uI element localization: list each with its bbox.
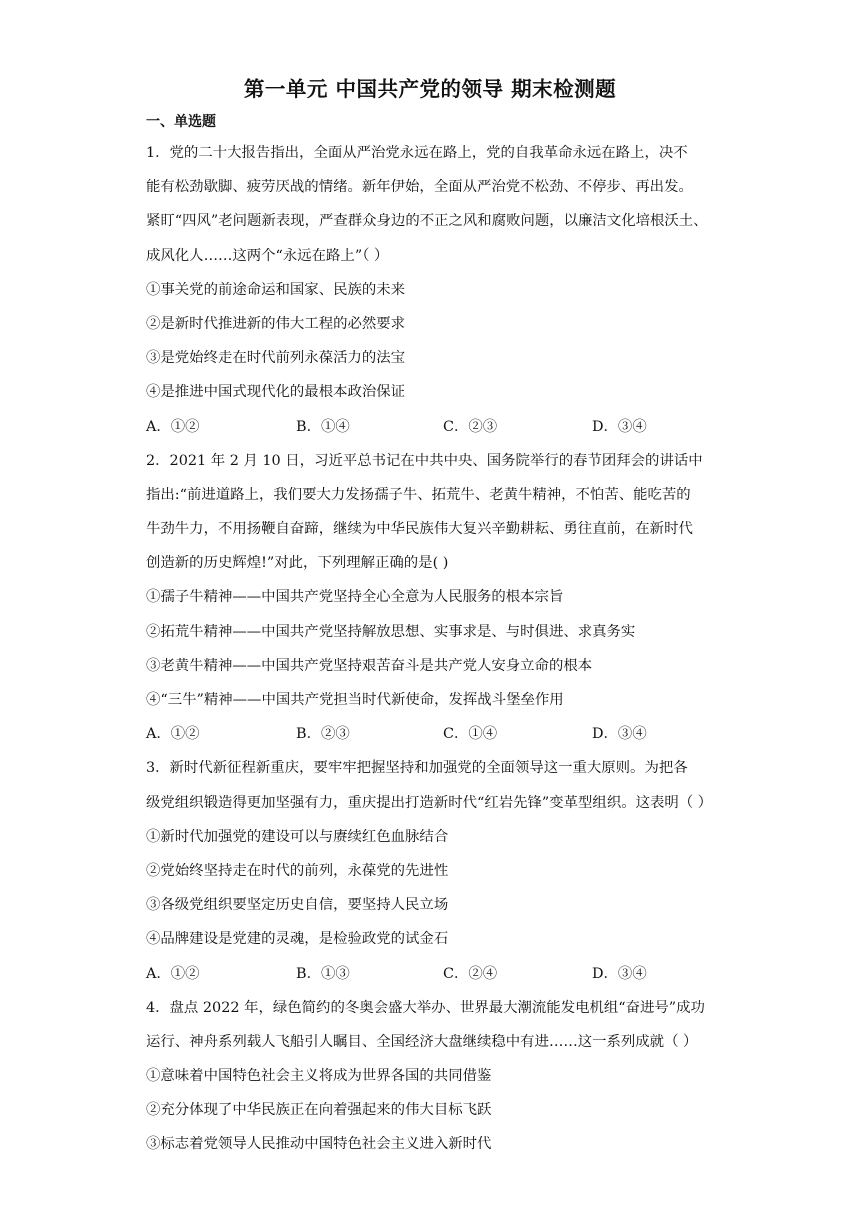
statement-item: ①事关党的前途命运和国家、民族的未来 [146, 281, 406, 298]
question-4 [146, 991, 726, 1162]
statement-item: ①孺子牛精神——中国共产党坚持全心全意为人民服务的根本宗旨 [146, 589, 564, 606]
question-stem-line: 级党组织锻造得更加坚强有力，重庆提出打造新时代“红岩先锋”变革型组织。这表明（ ） [146, 794, 713, 811]
option-a[interactable]: A．①② [146, 965, 200, 982]
question-3 [146, 751, 726, 990]
statement-item: ③老黄牛精神——中国共产党坚持艰苦奋斗是共产党人安身立命的根本 [146, 657, 593, 674]
statement-item: ②是新时代推进新的伟大工程的必然要求 [146, 315, 406, 332]
statement-item: ③是党始终走在时代前列永葆活力的法宝 [146, 350, 406, 367]
question-stem-line: 成风化人……这两个“永远在路上”（ ） [146, 247, 389, 264]
option-c[interactable]: C．②③ [443, 418, 498, 435]
statement-item: ①新时代加强党的建设可以与赓续红色血脉结合 [146, 828, 449, 845]
question-1 [146, 136, 726, 444]
answer-options [146, 957, 726, 991]
option-b[interactable]: B．①④ [296, 418, 350, 435]
option-a[interactable]: A．①② [146, 418, 200, 435]
question-stem-line: 1．党的二十大报告指出，全面从严治党永远在路上，党的自我革命永远在路上，决不 [146, 145, 688, 161]
answer-options [146, 717, 726, 751]
statement-item: ②拓荒牛精神——中国共产党坚持解放思想、实事求是、与时俱进、求真务实 [146, 623, 636, 640]
question-stem-line: 创造新的历史辉煌!”对此，下列理解正确的是( ) [146, 555, 449, 572]
question-2 [146, 444, 726, 752]
option-d[interactable]: D．③④ [592, 418, 647, 435]
option-d[interactable]: D．③④ [592, 726, 647, 743]
page-title: 第一单元 中国共产党的领导 期末检测题 [243, 77, 617, 101]
option-a[interactable]: A．①② [146, 726, 200, 743]
question-stem-line: 指出:“前进道路上，我们要大力发扬孺子牛、拓荒牛、老黄牛精神，不怕苦、能吃苦的 [146, 486, 691, 503]
statement-item: ③各级党组织要坚定历史自信，要坚持人民立场 [146, 897, 449, 914]
question-stem-line: 2．2021 年 2 月 10 日，习近平总书记在中共中央、国务院举行的春节团拜会的讲话中 [146, 452, 703, 469]
option-c[interactable]: C．①④ [443, 726, 498, 743]
question-stem-line: 牛劲牛力，不用扬鞭自奋蹄，继续为中华民族伟大复兴辛勤耕耘、勇往直前，在新时代 [146, 521, 693, 538]
question-stem-line: 紧盯“四风”老问题新表现，严查群众身边的不正之风和腐败问题，以廉洁文化培根沃土、 [146, 213, 708, 230]
statement-item: ④是推进中国式现代化的最根本政治保证 [146, 384, 406, 401]
question-stem-line: 运行、神舟系列载人飞船引人瞩目、全国经济大盘继续稳中有进……这一系列成就（ ） [146, 1033, 698, 1050]
answer-options [146, 410, 726, 444]
statement-item: ②党始终坚持走在时代的前列，永葆党的先进性 [146, 862, 449, 879]
option-b[interactable]: B．②③ [296, 726, 350, 743]
question-stem-line: 3．新时代新征程新重庆，要牢牢把握坚持和加强党的全面领导这一重大原则。为把各 [146, 760, 688, 777]
option-b[interactable]: B．①③ [296, 965, 350, 982]
question-stem-line: 能有松劲歇脚、疲劳厌战的情绪。新年伊始，全面从严治党不松劲、不停步、再出发。 [146, 179, 693, 196]
question-list [146, 136, 726, 1162]
section-heading: 一、单选题 [146, 114, 216, 130]
statement-item: ③标志着党领导人民推动中国特色社会主义进入新时代 [146, 1136, 492, 1153]
option-c[interactable]: C．②④ [443, 965, 498, 982]
statement-item: ②充分体现了中华民族正在向着强起来的伟大目标飞跃 [146, 1102, 492, 1119]
statement-item: ①意味着中国特色社会主义将成为世界各国的共同借鉴 [146, 1068, 492, 1085]
statement-item: ④品牌建设是党建的灵魂，是检验政党的试金石 [146, 931, 449, 948]
option-d[interactable]: D．③④ [592, 965, 647, 982]
statement-item: ④“三牛”精神——中国共产党担当时代新使命，发挥战斗堡垒作用 [146, 692, 564, 708]
question-stem-line: 4．盘点 2022 年，绿色简约的冬奥会盛大举办、世界最大潮流能发电机组“奋进号”成功 [146, 999, 705, 1016]
